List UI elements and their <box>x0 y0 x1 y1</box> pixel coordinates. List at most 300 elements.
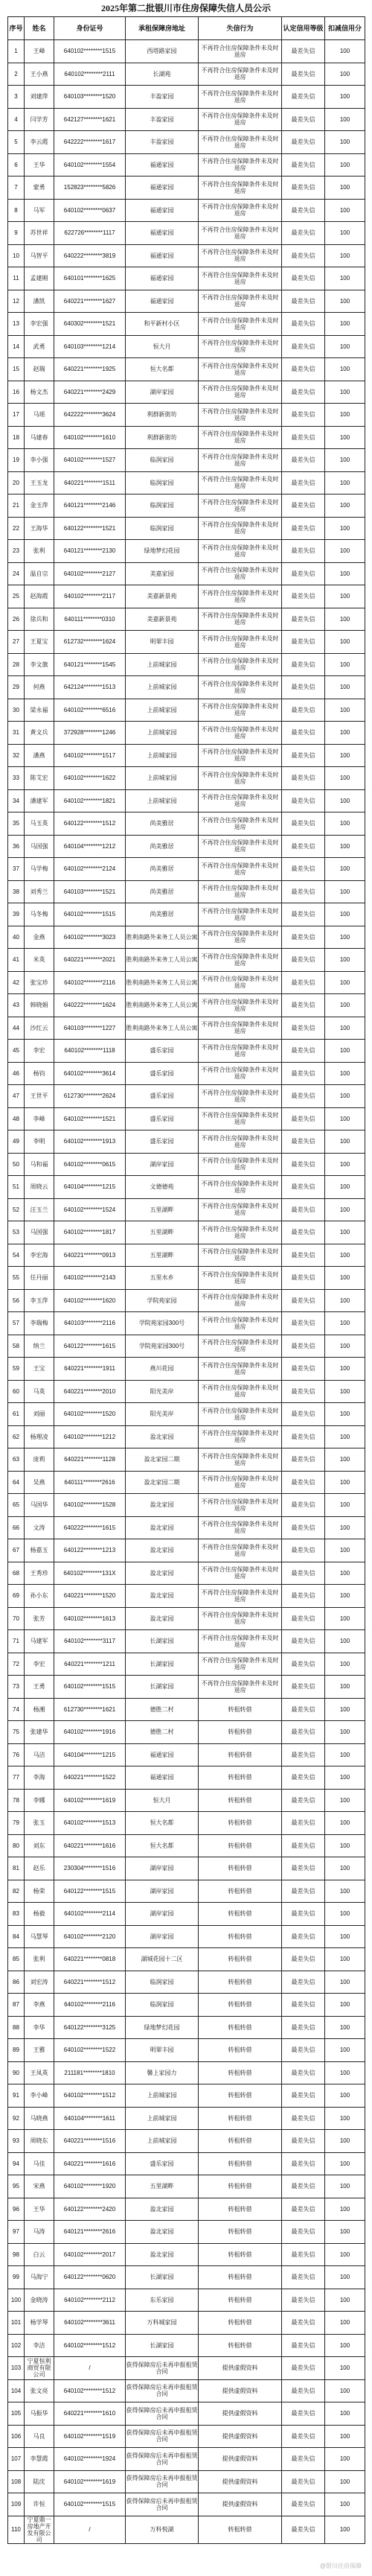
cell-credit-level: 最差失信 <box>282 949 325 972</box>
table-row <box>8 1471 365 1494</box>
cell-id-number: / <box>54 2357 126 2380</box>
cell-index: 73 <box>8 1676 25 1699</box>
cell-credit-level: 最差失信 <box>282 1607 325 1630</box>
cell-deduction: 100 <box>325 1539 365 1562</box>
cell-address: 长湖家园 <box>126 2334 199 2357</box>
cell-address: 盈北家园二期 <box>126 1471 199 1494</box>
cell-index: 13 <box>8 313 25 336</box>
cell-credit-level: 最差失信 <box>282 1017 325 1040</box>
cell-name: 庞莉 <box>25 1448 54 1472</box>
cell-name: 王世平 <box>25 1085 54 1108</box>
cell-address: 获得保障房后未再申报租赁合同 <box>126 2402 199 2426</box>
cell-address: 盈北家园 <box>126 2243 199 2266</box>
cell-deduction: 100 <box>325 290 365 313</box>
cell-deduction: 100 <box>325 471 365 494</box>
table-row <box>8 267 365 290</box>
cell-name: 马建军 <box>25 1630 54 1653</box>
cell-address: 上前城家园 <box>126 699 199 722</box>
cell-id-number: 642222********1617 <box>54 131 126 154</box>
cell-index: 6 <box>8 153 25 176</box>
cell-credit-level: 最差失信 <box>282 971 325 994</box>
cell-id-number: 640222********3819 <box>54 244 126 267</box>
cell-deduction: 100 <box>325 926 365 949</box>
cell-deduction: 100 <box>325 108 365 131</box>
cell-deduction: 100 <box>325 1903 365 1926</box>
table-row <box>8 789 365 812</box>
cell-id-number: 640102********1515 <box>54 2493 126 2516</box>
cell-id-number: 640102********1515 <box>54 40 126 63</box>
table-row <box>8 1085 365 1108</box>
cell-address: 学院苑家园 <box>126 1289 199 1312</box>
table-row <box>8 2016 365 2039</box>
cell-id-number: 640102********3611 <box>54 2312 126 2335</box>
cell-address: 盛乐家园 <box>126 1130 199 1154</box>
table-row <box>8 562 365 585</box>
table-row <box>8 994 365 1017</box>
cell-deduction: 100 <box>325 222 365 245</box>
cell-deduction: 100 <box>325 153 365 176</box>
cell-address: 燕川花园 <box>126 1358 199 1381</box>
cell-name: 纳兰 <box>25 1335 54 1358</box>
cell-credit-level: 最差失信 <box>282 1857 325 1880</box>
cell-deduction: 100 <box>325 1698 365 1721</box>
cell-credit-level: 最差失信 <box>282 1653 325 1676</box>
cell-index: 56 <box>8 1289 25 1312</box>
table-row <box>8 2198 365 2221</box>
cell-deduction: 100 <box>325 1448 365 1472</box>
cell-id-number: 640102********1520 <box>54 1403 126 1426</box>
cell-name: 马建春 <box>25 426 54 449</box>
cell-index: 60 <box>8 1380 25 1403</box>
cell-address: 盈北家园 <box>126 2198 199 2221</box>
cell-id-number: 640221********1520 <box>54 1585 126 1608</box>
cell-name: 马国华 <box>25 1494 54 1517</box>
table-row <box>8 1312 365 1335</box>
cell-name: 苏世祥 <box>25 222 54 245</box>
cell-id-number: 640102********1821 <box>54 789 126 812</box>
cell-id-number: 640121********2130 <box>54 540 126 563</box>
cell-violation: 提供虚假资料 <box>199 2402 282 2426</box>
cell-name: 李瑞梅 <box>25 1312 54 1335</box>
table-row <box>8 1607 365 1630</box>
cell-index: 83 <box>8 1903 25 1926</box>
cell-violation: 转租转借 <box>199 2016 282 2039</box>
cell-violation: 转租转借 <box>199 1925 282 1948</box>
cell-violation: 转租转借 <box>199 2221 282 2244</box>
cell-credit-level: 最差失信 <box>282 1721 325 1744</box>
cell-deduction: 100 <box>325 744 365 767</box>
cell-deduction: 100 <box>325 2107 365 2130</box>
cell-deduction: 100 <box>325 631 365 654</box>
table-row <box>8 1857 365 1880</box>
cell-index: 43 <box>8 994 25 1017</box>
cell-index: 87 <box>8 1994 25 2017</box>
cell-violation: 不再符合住房保障条件未及时退房 <box>199 903 282 926</box>
cell-address: 绿地梦幻花园 <box>126 540 199 563</box>
cell-name: 王夏宝 <box>25 631 54 654</box>
table-row <box>8 1698 365 1721</box>
table-row <box>8 381 365 404</box>
cell-deduction: 100 <box>325 1994 365 2017</box>
cell-deduction: 100 <box>325 1153 365 1176</box>
cell-address: 湖岸家园 <box>126 1903 199 1926</box>
cell-address: 湖岸家园 <box>126 1880 199 1903</box>
cell-deduction: 100 <box>325 2243 365 2266</box>
cell-violation: 不再符合住房保障条件未及时退房 <box>199 358 282 381</box>
cell-violation: 不再符合住房保障条件未及时退房 <box>199 1471 282 1494</box>
cell-violation: 转租转借 <box>199 1903 282 1926</box>
cell-deduction: 100 <box>325 1358 365 1381</box>
table-row <box>8 40 365 63</box>
cell-credit-level: 最差失信 <box>282 1289 325 1312</box>
cell-deduction: 100 <box>325 2084 365 2108</box>
cell-deduction: 100 <box>325 540 365 563</box>
cell-violation: 不再符合住房保障条件未及时退房 <box>199 1335 282 1358</box>
cell-credit-level: 最差失信 <box>282 767 325 790</box>
cell-index: 106 <box>8 2425 25 2448</box>
cell-violation: 转租转借 <box>199 1743 282 1766</box>
cell-index: 8 <box>8 199 25 222</box>
cell-deduction: 100 <box>325 381 365 404</box>
cell-name: 马瑶 <box>25 404 54 427</box>
cell-address: 福通家园 <box>126 153 199 176</box>
cell-name: 李明 <box>25 1130 54 1154</box>
cell-name: 马良 <box>25 2425 54 2448</box>
cell-id-number: 640122********0620 <box>54 2266 126 2289</box>
cell-index: 81 <box>8 1857 25 1880</box>
cell-id-number: 640102********3023 <box>54 926 126 949</box>
cell-credit-level: 最差失信 <box>282 290 325 313</box>
table-row <box>8 585 365 608</box>
cell-address: 长湖家园 <box>126 1676 199 1699</box>
cell-address: 恒大名都 <box>126 358 199 381</box>
cell-credit-level: 最差失信 <box>282 1516 325 1539</box>
cell-credit-level: 最差失信 <box>282 471 325 494</box>
cell-deduction: 100 <box>325 2130 365 2153</box>
cell-deduction: 100 <box>325 1585 365 1608</box>
cell-address: 盈北家园 <box>126 1539 199 1562</box>
table-row <box>8 1539 365 1562</box>
cell-id-number: 640221********1616 <box>54 2152 126 2175</box>
cell-deduction: 100 <box>325 2061 365 2084</box>
cell-index: 30 <box>8 699 25 722</box>
cell-credit-level: 最差失信 <box>282 63 325 86</box>
table-row <box>8 86 365 109</box>
table-row <box>8 858 365 881</box>
cell-name: 潘凯 <box>25 290 54 313</box>
table-row <box>8 1766 365 1790</box>
cell-address: 五里水乡 <box>126 1267 199 1290</box>
cell-deduction: 100 <box>325 2379 365 2402</box>
cell-deduction: 100 <box>325 2221 365 2244</box>
cell-violation: 不再符合住房保障条件未及时退房 <box>199 880 282 903</box>
table-row <box>8 153 365 176</box>
table-row <box>8 2312 365 2335</box>
cell-address: 利群新街坊 <box>126 404 199 427</box>
cell-deduction: 100 <box>325 86 365 109</box>
cell-address: 盛乐家园 <box>126 1062 199 1085</box>
cell-credit-level: 最差失信 <box>282 1743 325 1766</box>
cell-violation: 不再符合住房保障条件未及时退房 <box>199 1676 282 1699</box>
cell-address: 美嘉新景苑 <box>126 608 199 631</box>
cell-credit-level: 最差失信 <box>282 1176 325 1199</box>
cell-name: 温自宗 <box>25 562 54 585</box>
cell-violation: 不再符合住房保障条件未及时退房 <box>199 949 282 972</box>
cell-address: 福通家园 <box>126 290 199 313</box>
cell-name: 蒙勇 <box>25 176 54 200</box>
cell-index: 95 <box>8 2175 25 2198</box>
cell-name: 王雅 <box>25 2039 54 2062</box>
cell-credit-level: 最差失信 <box>282 880 325 903</box>
cell-name: 米英 <box>25 949 54 972</box>
cell-id-number: 372928********1246 <box>54 722 126 745</box>
cell-violation: 不再符合住房保障条件未及时退房 <box>199 994 282 1017</box>
cell-name: 马洁 <box>25 1743 54 1766</box>
table-row <box>8 1676 365 1699</box>
cell-id-number: 640121********2616 <box>54 2221 126 2244</box>
table-row <box>8 1948 365 1971</box>
cell-deduction: 100 <box>325 1607 365 1630</box>
cell-credit-level: 最差失信 <box>282 358 325 381</box>
cell-index: 1 <box>8 40 25 63</box>
cell-credit-level: 最差失信 <box>282 676 325 699</box>
cell-id-number: 640221********1627 <box>54 290 126 313</box>
cell-violation: 不再符合住房保障条件未及时退房 <box>199 1562 282 1585</box>
table-row <box>8 2402 365 2426</box>
cell-violation: 不再符合住房保障条件未及时退房 <box>199 244 282 267</box>
cell-id-number: 640102********0637 <box>54 199 126 222</box>
cell-name: 潘燕 <box>25 744 54 767</box>
cell-id-number: 640222********1615 <box>54 1516 126 1539</box>
cell-deduction: 100 <box>325 1925 365 1948</box>
cell-index: 59 <box>8 1358 25 1381</box>
cell-index: 41 <box>8 949 25 972</box>
cell-deduction: 100 <box>325 2198 365 2221</box>
cell-credit-level: 最差失信 <box>282 1312 325 1335</box>
table-row <box>8 2470 365 2493</box>
cell-index: 19 <box>8 449 25 472</box>
cell-index: 55 <box>8 1267 25 1290</box>
cell-violation: 不再符合住房保障条件未及时退房 <box>199 1425 282 1448</box>
cell-index: 3 <box>8 86 25 109</box>
cell-deduction: 100 <box>325 949 365 972</box>
cell-address: 美嘉新景苑 <box>126 585 199 608</box>
cell-address: 获得保障房后未再申报租赁合同 <box>126 2379 199 2402</box>
cell-name: 李娜 <box>25 1789 54 1812</box>
cell-address: 盛乐家园 <box>126 1107 199 1130</box>
cell-address: 阳光美岸 <box>126 1403 199 1426</box>
cell-violation: 不再符合住房保障条件未及时退房 <box>199 631 282 654</box>
cell-address: 胜利南路外来务工人员公寓 <box>126 949 199 972</box>
cell-credit-level: 最差失信 <box>282 926 325 949</box>
cell-violation: 转租转借 <box>199 1812 282 1835</box>
cell-violation: 不再符合住房保障条件未及时退房 <box>199 585 282 608</box>
cell-violation: 不再符合住房保障条件未及时退房 <box>199 517 282 540</box>
cell-index: 39 <box>8 903 25 926</box>
cell-credit-level: 最差失信 <box>282 2084 325 2108</box>
cell-id-number: 640221********1211 <box>54 1653 126 1676</box>
cell-id-number: 640101********1625 <box>54 267 126 290</box>
cell-name: 李洁 <box>25 2334 54 2357</box>
table-row <box>8 744 365 767</box>
cell-deduction: 100 <box>325 199 365 222</box>
cell-violation: 转租转借 <box>199 2266 282 2289</box>
cell-index: 24 <box>8 562 25 585</box>
table-row <box>8 2334 365 2357</box>
cell-id-number: 640221********2021 <box>54 949 126 972</box>
cell-index: 35 <box>8 812 25 836</box>
cell-id-number: 640111********0310 <box>54 608 126 631</box>
cell-address: 五里湖畔 <box>126 1244 199 1267</box>
cell-address: 胜利南路外来务工人员公寓 <box>126 971 199 994</box>
cell-name: 张文亮 <box>25 2379 54 2402</box>
cell-index: 68 <box>8 1562 25 1585</box>
cell-credit-level: 最差失信 <box>282 131 325 154</box>
cell-deduction: 100 <box>325 2016 365 2039</box>
table-row <box>8 131 365 154</box>
cell-violation: 不再符合住房保障条件未及时退房 <box>199 1630 282 1653</box>
cell-violation: 不再符合住房保障条件未及时退房 <box>199 722 282 745</box>
table-row <box>8 676 365 699</box>
cell-deduction: 100 <box>325 2175 365 2198</box>
cell-name: 孟建刚 <box>25 267 54 290</box>
cell-name: 王海华 <box>25 517 54 540</box>
cell-deduction: 100 <box>325 835 365 858</box>
cell-violation: 不再符合住房保障条件未及时退房 <box>199 426 282 449</box>
table-row <box>8 2448 365 2471</box>
cell-address: 尚美雅居 <box>126 903 199 926</box>
cell-name: 金燕 <box>25 926 54 949</box>
cell-credit-level: 最差失信 <box>282 404 325 427</box>
cell-credit-level: 最差失信 <box>282 1358 325 1381</box>
cell-credit-level: 最差失信 <box>282 1698 325 1721</box>
cell-deduction: 100 <box>325 1721 365 1744</box>
cell-id-number: 640102********1920 <box>54 2175 126 2198</box>
cell-id-number: 640103********1520 <box>54 86 126 109</box>
cell-credit-level: 最差失信 <box>282 2130 325 2153</box>
cell-name: 文涛 <box>25 1516 54 1539</box>
cell-deduction: 100 <box>325 880 365 903</box>
cell-name: 刘丽 <box>25 1403 54 1426</box>
header-deduction: 扣减信用分 <box>325 17 365 40</box>
cell-id-number: 640102********1527 <box>54 449 126 472</box>
cell-index: 21 <box>8 494 25 518</box>
cell-index: 22 <box>8 517 25 540</box>
cell-name: 李宏 <box>25 1653 54 1676</box>
table-row <box>8 1789 365 1812</box>
cell-deduction: 100 <box>325 2516 365 2543</box>
table-row <box>8 2221 365 2244</box>
cell-violation: 转租转借 <box>199 1721 282 1744</box>
cell-id-number: 640221********1516 <box>54 2130 126 2153</box>
cell-credit-level: 最差失信 <box>282 1562 325 1585</box>
cell-credit-level: 最差失信 <box>282 1948 325 1971</box>
cell-deduction: 100 <box>325 2425 365 2448</box>
cell-address: 福通家园 <box>126 1743 199 1766</box>
cell-id-number: 612732********1624 <box>54 631 126 654</box>
cell-id-number: 640102********1619 <box>54 1789 126 1812</box>
cell-id-number: / <box>54 2516 126 2543</box>
cell-violation: 不再符合住房保障条件未及时退房 <box>199 1267 282 1290</box>
cell-id-number: 640102********2124 <box>54 858 126 881</box>
cell-id-number: 622726********1117 <box>54 222 126 245</box>
cell-deduction: 100 <box>325 1971 365 1994</box>
cell-id-number: 640221********0818 <box>54 1948 126 1971</box>
cell-index: 9 <box>8 222 25 245</box>
cell-name: 赵海霞 <box>25 585 54 608</box>
cell-credit-level: 最差失信 <box>282 812 325 836</box>
cell-index: 96 <box>8 2198 25 2221</box>
cell-violation: 不再符合住房保障条件未及时退房 <box>199 404 282 427</box>
cell-name: 王华 <box>25 153 54 176</box>
cell-address: 福通家园 <box>126 199 199 222</box>
table-row <box>8 1834 365 1857</box>
cell-index: 25 <box>8 585 25 608</box>
cell-deduction: 100 <box>325 1857 365 1880</box>
cell-violation: 不再符合住房保障条件未及时退房 <box>199 653 282 676</box>
cell-index: 40 <box>8 926 25 949</box>
cell-violation: 不再符合住房保障条件未及时退房 <box>199 381 282 404</box>
cell-violation: 不再符合住房保障条件未及时退房 <box>199 926 282 949</box>
cell-deduction: 100 <box>325 1062 365 1085</box>
cell-index: 49 <box>8 1130 25 1154</box>
cell-address: 获得保障房后未再申报租赁合同 <box>126 2493 199 2516</box>
cell-index: 90 <box>8 2061 25 2084</box>
cell-credit-level: 最差失信 <box>282 153 325 176</box>
cell-index: 14 <box>8 335 25 358</box>
table-row <box>8 880 365 903</box>
cell-violation: 提供虚假资料 <box>199 2448 282 2471</box>
table-row <box>8 2061 365 2084</box>
cell-violation: 提供虚假资料 <box>199 2470 282 2493</box>
cell-index: 97 <box>8 2221 25 2244</box>
cell-address: 上前城家园 <box>126 744 199 767</box>
cell-deduction: 100 <box>325 517 365 540</box>
cell-name: 马海宁 <box>25 2266 54 2289</box>
cell-id-number: 640102********1528 <box>54 1494 126 1517</box>
cell-deduction: 100 <box>325 244 365 267</box>
cell-credit-level: 最差失信 <box>282 2266 325 2289</box>
cell-index: 7 <box>8 176 25 200</box>
page-title: 2025年第二批银川市住房保障失信人员公示 <box>100 3 271 13</box>
cell-name: 李文旗 <box>25 653 54 676</box>
header-credit-level: 认定信用等级 <box>282 17 325 40</box>
cell-deduction: 100 <box>325 1335 365 1358</box>
cell-credit-level: 最差失信 <box>282 722 325 745</box>
cell-name: 王秀珍 <box>25 1562 54 1585</box>
cell-violation: 不再符合住房保障条件未及时退房 <box>199 699 282 722</box>
cell-id-number: 640104********1215 <box>54 1743 126 1766</box>
cell-credit-level: 最差失信 <box>282 2061 325 2084</box>
cell-deduction: 100 <box>325 449 365 472</box>
cell-address: 恒大名都 <box>126 1834 199 1857</box>
table-body <box>8 40 365 2544</box>
cell-index: 26 <box>8 608 25 631</box>
cell-violation: 提供虚假资料 <box>199 2425 282 2448</box>
table-row <box>8 1244 365 1267</box>
cell-name: 杨学琴 <box>25 2312 54 2335</box>
cell-deduction: 100 <box>325 1494 365 1517</box>
cell-credit-level: 最差失信 <box>282 2289 325 2312</box>
cell-deduction: 100 <box>325 676 365 699</box>
table-row <box>8 2266 365 2289</box>
cell-index: 98 <box>8 2243 25 2266</box>
cell-address: 临润家园 <box>126 494 199 518</box>
cell-index: 28 <box>8 653 25 676</box>
cell-address: 丰盈家园 <box>126 131 199 154</box>
cell-address: 湖岸家园 <box>126 381 199 404</box>
cell-deduction: 100 <box>325 1812 365 1835</box>
